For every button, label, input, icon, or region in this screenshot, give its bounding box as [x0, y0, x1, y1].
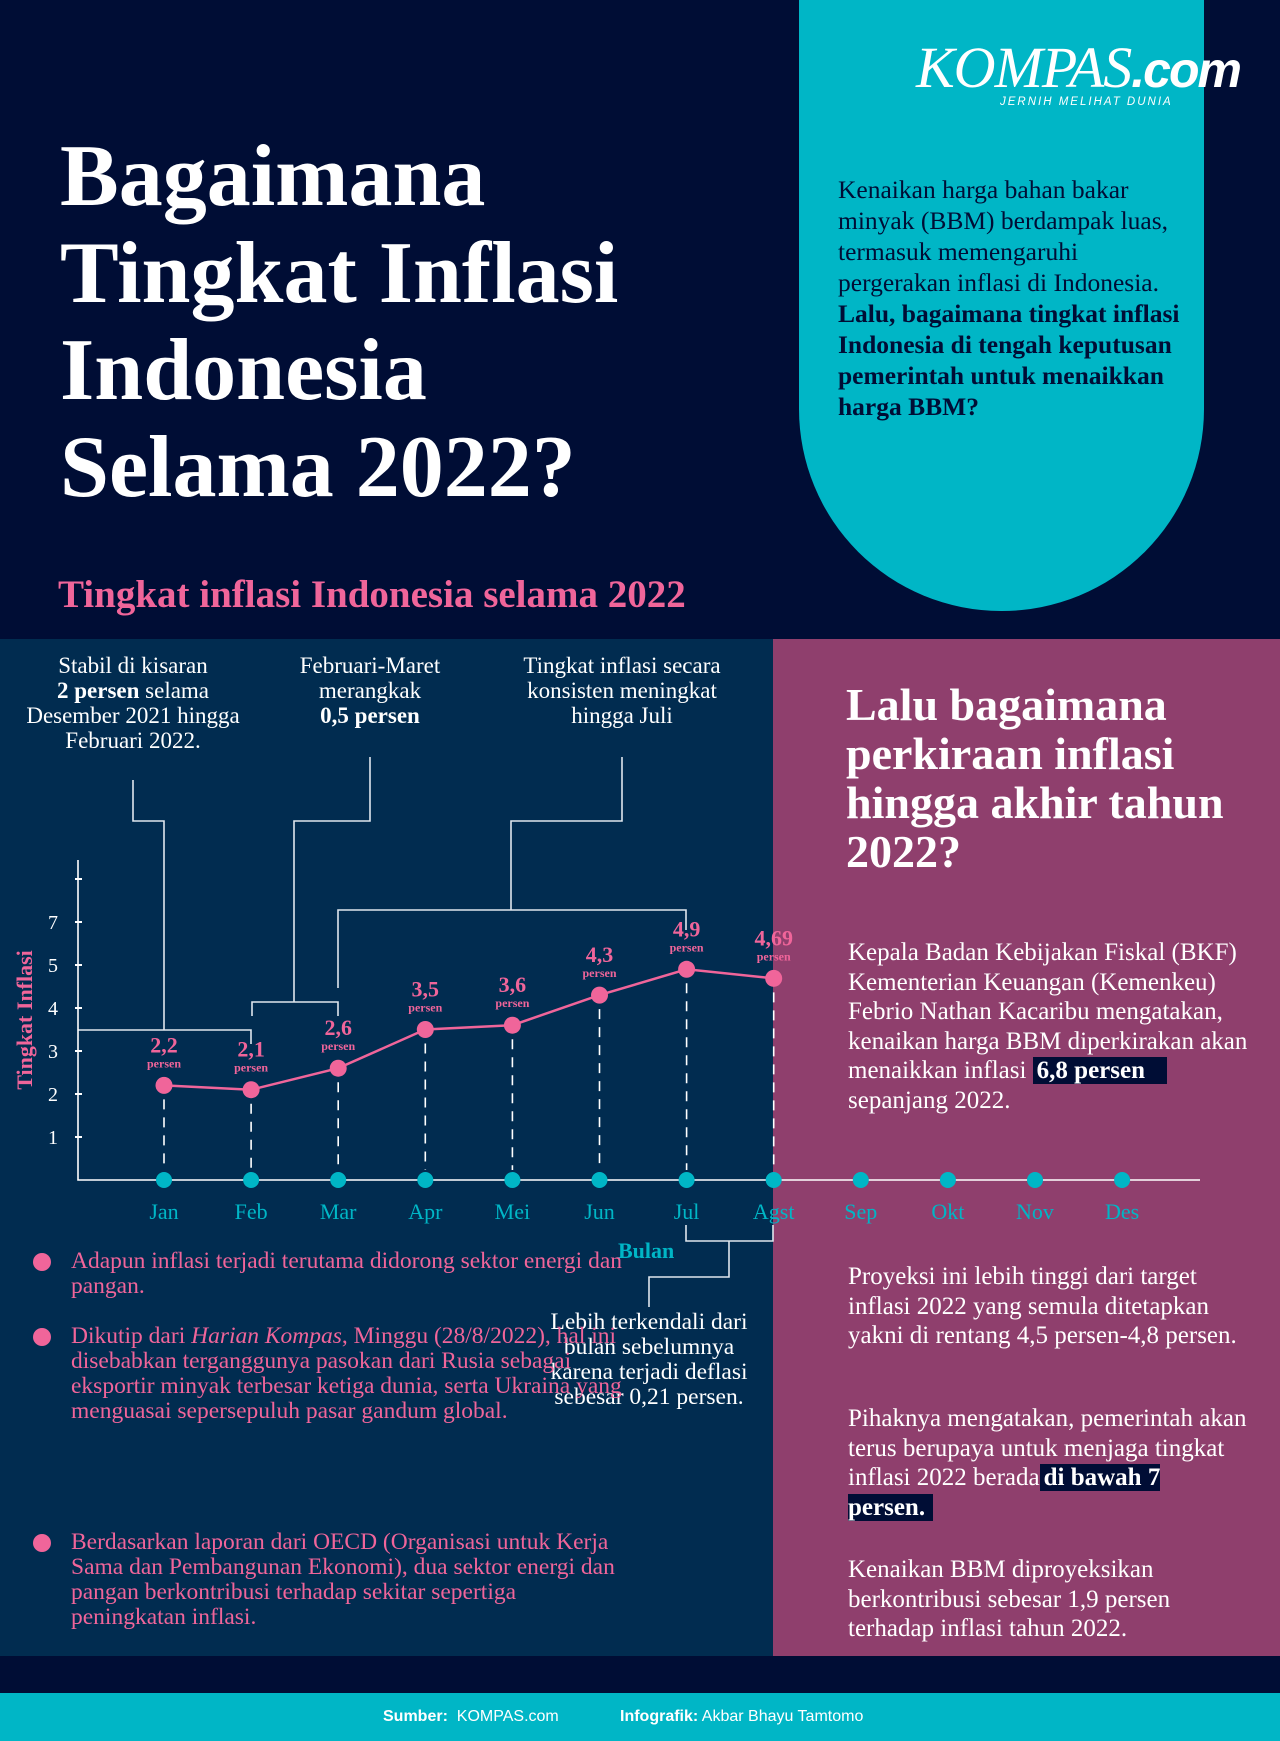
intro-bold: Lalu, bagaimana tingkat inflasi Indonesia di tengah keputusan pemerintah untuk menaikkan harga BBM? — [838, 299, 1180, 421]
data-point — [156, 1077, 173, 1094]
forecast-heading: Lalu bagaimana perkiraan inflasi hingga akhir tahun 2022? — [846, 679, 1224, 877]
chart-title: Tingkat inflasi Indonesia selama 2022 — [58, 573, 686, 616]
x-axis-dot — [156, 1172, 172, 1188]
data-label: 4,3 — [585, 942, 614, 968]
bullet-text: Dikutip dari — [71, 1323, 192, 1349]
bullet-item — [71, 1530, 631, 1630]
data-label: 3,5 — [411, 976, 440, 1002]
x-axis-dot — [592, 1172, 608, 1188]
highlight-value: di bawah 7 persen. — [848, 1464, 1161, 1521]
bullet-dot-icon — [33, 1328, 51, 1346]
x-axis-dot — [766, 1172, 782, 1188]
annotation-rising: Tingkat inflasi secara konsisten meningkat hingga Juli — [523, 653, 721, 728]
title-line: Selama 2022? — [60, 419, 576, 516]
x-axis-dot — [679, 1172, 695, 1188]
y-axis-label: Tingkat Inflasi — [12, 950, 37, 1090]
annotation-text: Stabil di kisaran — [58, 653, 208, 678]
data-point — [678, 961, 695, 978]
source-value: KOMPAS.com — [456, 1708, 559, 1725]
x-tick-label: Nov — [1016, 1199, 1054, 1224]
logo-text: KOMPAS — [916, 35, 1132, 100]
x-axis-dot — [1027, 1172, 1043, 1188]
data-unit-label: persen — [234, 1060, 269, 1075]
x-tick-label: Jun — [584, 1199, 615, 1224]
y-tick-label: 2 — [48, 1084, 58, 1106]
x-tick-label: Apr — [408, 1199, 443, 1224]
x-tick-label: Sep — [844, 1199, 878, 1224]
source-label: Sumber: — [383, 1708, 448, 1725]
data-point — [591, 987, 608, 1004]
annotation-text: Februari-Maret merangkak — [299, 653, 441, 703]
x-axis-dot — [243, 1172, 259, 1188]
title-line: Indonesia — [60, 322, 427, 419]
connector-bracket — [686, 1225, 773, 1241]
bullet-text: Adapun inflasi terjadi terutama didorong sektor energi dan pangan. — [71, 1248, 622, 1299]
x-tick-label: Feb — [234, 1199, 268, 1224]
y-tick-label: 1 — [48, 1127, 58, 1149]
annotation-stable — [18, 653, 248, 753]
x-axis-dot — [853, 1172, 869, 1188]
data-unit-label: persen — [147, 1056, 181, 1071]
x-tick-label: Mar — [319, 1199, 357, 1224]
bullet-item — [71, 1324, 631, 1424]
x-axis-dot — [417, 1172, 433, 1188]
title-line: Tingkat Inflasi — [60, 225, 619, 322]
bullet-item — [71, 1249, 631, 1299]
x-axis-dot — [940, 1172, 956, 1188]
x-tick-label: Jul — [673, 1199, 700, 1224]
data-label: 3,6 — [498, 972, 527, 998]
footer-source — [383, 1708, 559, 1726]
logo-suffix: .com — [1131, 42, 1240, 98]
data-unit-label: persen — [582, 966, 617, 981]
data-unit-label: persen — [669, 940, 704, 955]
credit-value: Akbar Bhayu Tamtomo — [701, 1708, 864, 1725]
data-unit-label: persen — [408, 1000, 443, 1015]
x-axis-dot — [504, 1172, 520, 1188]
annotation-august: Lebih terkendali dari bulan sebelumnya karena terjadi deflasi sebesar 0,21 persen. — [550, 1309, 748, 1410]
annotation-text: selama Desember 2021 hingga Februari 2022. — [26, 678, 240, 753]
y-tick-label: 4 — [48, 998, 58, 1020]
paragraph-text: sepanjang 2022. — [848, 1086, 1011, 1114]
data-label: 2,1 — [237, 1036, 265, 1062]
data-unit-label: persen — [756, 949, 791, 964]
x-tick-label: Jan — [149, 1199, 179, 1224]
y-tick-label: 3 — [48, 1041, 58, 1063]
x-tick-label: Agst — [752, 1199, 795, 1224]
bullet-dot-icon — [33, 1534, 51, 1552]
data-point — [243, 1081, 260, 1098]
annotation-bold: 0,5 persen — [320, 703, 420, 728]
footer — [0, 1693, 1280, 1741]
connector-line — [294, 757, 370, 1002]
forecast-paragraph: Kenaikan BBM diproyeksikan berkontribusi sebesar 1,9 persen terhadap inflasi tahun 2022. — [848, 1556, 1171, 1642]
y-tick-label: 5 — [48, 955, 58, 977]
x-tick-label: Mei — [494, 1199, 531, 1224]
forecast-paragraph — [848, 1404, 1248, 1522]
forecast-paragraph: Proyeksi ini lebih tinggi dari target inflasi 2022 yang semula ditetapkan yakni di rentang 4,5 persen-4,8 persen. — [848, 1263, 1237, 1349]
forecast-paragraph — [848, 938, 1248, 1115]
x-tick-label: Okt — [931, 1199, 965, 1224]
bullet-dot-icon — [33, 1253, 51, 1271]
credit-label: Infografik: — [620, 1708, 699, 1725]
annotation-bold: 2 persen — [56, 678, 140, 703]
data-point — [504, 1017, 521, 1034]
paragraph-text: Kepala Badan Kebijakan Fiskal (BKF) Kementerian Keuangan (Kemenkeu) Febrio Nathan Kacaribu mengatakan, kenaikan harga BBM diperkirakan akan menaikkan inflasi — [848, 939, 1248, 1084]
data-point — [330, 1060, 347, 1077]
bullet-text: , Minggu (28/8/2022), hal ini disebabkan terganggunya pasokan dari Rusia sebagai eksportir minyak terbesar ketiga dunia, serta Ukraina yang menguasai sepersepuluh pasar gandum global. — [71, 1323, 622, 1424]
data-label: 2,2 — [150, 1032, 178, 1058]
connector-line — [511, 757, 622, 910]
data-label: 4,69 — [754, 925, 793, 951]
data-unit-label: persen — [321, 1039, 356, 1054]
x-axis-label: Bulan — [618, 1238, 675, 1263]
highlight-value: 6,8 persen — [1033, 1057, 1167, 1084]
bullet-italic: Harian Kompas — [191, 1323, 342, 1349]
bullet-text: Berdasarkan laporan dari OECD (Organisasi untuk Kerja Sama dan Pembangunan Ekonomi), dua sektor energi dan pangan berkontribusi terhadap sekitar sepertiga peningkatan inflasi. — [71, 1529, 615, 1630]
annotation-feb-mar — [255, 653, 485, 728]
y-tick-label: 7 — [48, 912, 58, 934]
paragraph-text: Pihaknya mengatakan, pemerintah akan terus berupaya untuk menjaga tingkat inflasi 2022 berada — [848, 1405, 1247, 1491]
connector-bracket — [252, 1002, 338, 1016]
title-line: Bagaimana — [60, 128, 486, 225]
x-axis-dot — [1114, 1172, 1130, 1188]
x-tick-label: Des — [1104, 1199, 1140, 1224]
data-unit-label: persen — [495, 996, 530, 1011]
data-point — [417, 1021, 434, 1038]
data-label: 4,9 — [672, 916, 701, 942]
intro-plain: Kenaikan harga bahan bakar minyak (BBM) berdampak luas, termasuk memengaruhi pergerakan inflasi di Indonesia. — [838, 175, 1169, 297]
x-axis-dot — [330, 1172, 346, 1188]
logo-tagline: JERNIH MELIHAT DUNIA — [1000, 96, 1173, 108]
footer-credit — [620, 1708, 863, 1726]
data-point — [765, 970, 782, 987]
data-label: 2,6 — [324, 1015, 352, 1041]
connector-line — [133, 780, 164, 1030]
